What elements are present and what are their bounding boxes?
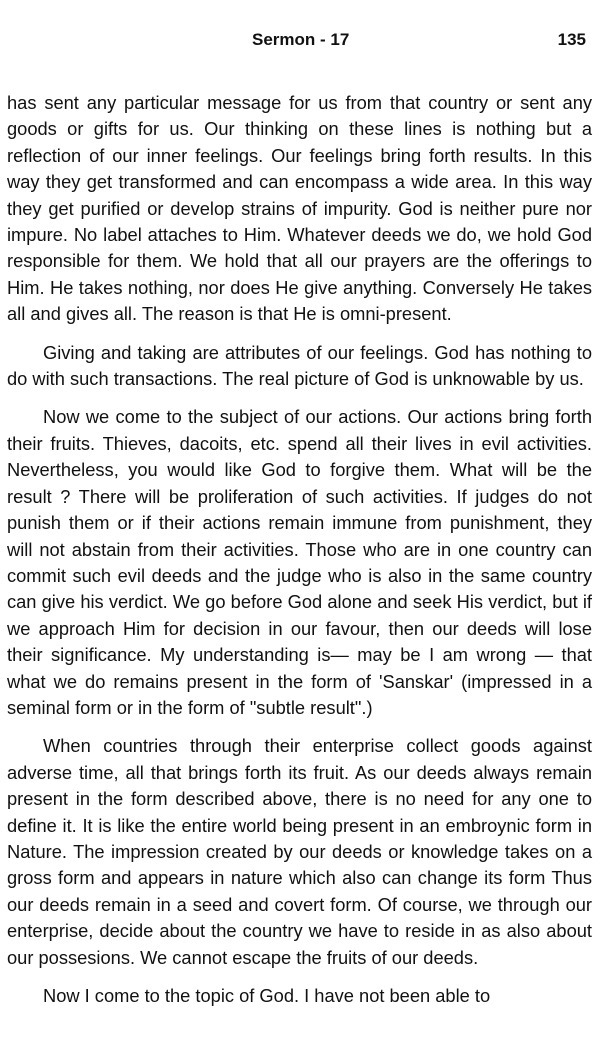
page-number: 135 xyxy=(557,30,586,49)
running-title: Sermon - 17 xyxy=(252,30,350,49)
page-header xyxy=(0,30,600,56)
paragraph-3: Now we come to the subject of our actions. Our actions bring forth their fruits. Thieves, dacoits, etc. spend all their lives in evil activities. Nevertheless, you would like God to forgive them. What will be the result ? There will be proliferation of such activities. If judges do not punish them or if their actions remain immune from punishment, they will not abstain from their activities. Those who are in one country can commit such evil deeds and the judge who is also in the same country can give his verdict. We go before God alone and seek His verdict, but if we approach Him for decision in our favour, then our deeds will lose their significance. My understanding is— may be I am wrong — that what we do remains present in the form of 'Sanskar' (impressed in a seminal form or in the form of "subtle result".) xyxy=(7,406,592,718)
paragraph-4: When countries through their enterprise collect goods against adverse time, all that brings forth its fruit. As our deeds always remain present in the form described above, there is no need for any one to define it. It is like the entire world being present in an embroynic form in Nature. The impression created by our deeds or knowledge takes on a gross form and appears in nature which also can change its form Thus our deeds remain in a seed and covert form. Of course, we through our enterprise, decide about the country we have to reside in as also about our possesions. We cannot escape the fruits of our deeds. xyxy=(7,735,592,968)
paragraph-5: Now I come to the topic of God. I have not been able to xyxy=(43,985,491,1006)
paragraph-1: has sent any particular message for us from that country or sent any goods or gifts for us. Our thinking on these lines is nothing but a reflection of our inner feelings. Our feelings bring forth results. In this way they get transformed and can encompass a wide area. In this way they get purified or develop strains of impurity. God is neither pure nor impure. No label attaches to Him. Whatever deeds we do, we hold God responsible for them. We hold that all our prayers are the offerings to Him. He takes nothing, nor does He give anything. Conversely He takes all and gives all. The reason is that He is omni-present. xyxy=(7,92,592,325)
paragraph-2: Giving and taking are attributes of our feelings. God has nothing to do with such transactions. The real picture of God is unknowable by us. xyxy=(7,341,592,390)
page-body xyxy=(7,90,592,1009)
